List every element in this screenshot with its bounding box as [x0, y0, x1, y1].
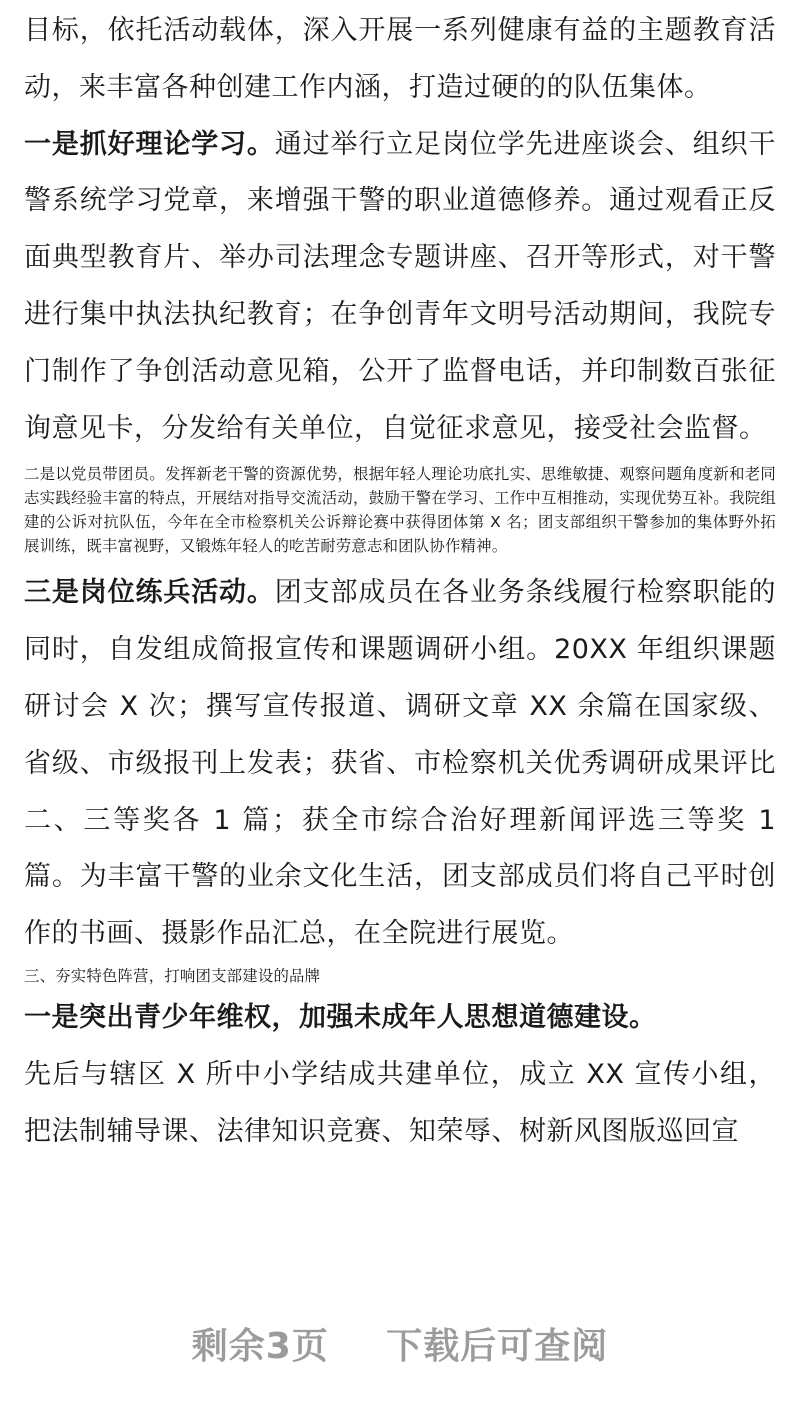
subheading-youth-rights — [24, 990, 776, 1047]
paragraph-party-members-text: 二是以党员带团员。发挥新老干警的资源优势，根据年轻人理论功底扎实、思维敏捷、观察问题角度新和老同志实践经验丰富的特点，开展结对指导交流活动，鼓励干警在学习、工作中互相推动，实现优势互补。我院组建的公诉对抗队伍，今年在全市检察机关公诉辩论赛中获得团体第 X 名；团支部组织干警参加的集体野外拓展训练，既丰富视野，又锻炼年轻人的吃苦耐劳意志和团队协作精神。 — [24, 465, 776, 556]
document-page — [24, 0, 776, 1160]
paragraph-job-training — [24, 565, 776, 963]
download-to-view-label: 下载后可查阅 — [386, 1326, 609, 1367]
paragraph-school-partnership — [24, 1047, 776, 1161]
paragraph-school-partnership-text: 先后与辖区 X 所中小学结成共建单位，成立 XX 宣传小组，把法制辅导课、法律知识竞赛、知荣辱、树新风图版巡回宣 — [24, 1058, 776, 1147]
paragraph-theory-study-text: 通过举行立足岗位学先进座谈会、组织干警系统学习党章，来增强干警的职业道德修养。通过观看正反面典型教育片、举办司法理念专题讲座、召开等形式，对干警进行集中执法执纪教育；在争创青年文明号活动期间，我院专门制作了争创活动意见箱，公开了监督电话，并印制数百张征询意见卡，分发给有关单位，自觉征求意见，接受社会监督。 — [24, 128, 777, 444]
remaining-pages-label: 剩余3页 — [191, 1326, 329, 1367]
paragraph-lead-job-training: 三是岗位练兵活动。 — [24, 577, 275, 609]
section-heading-brand-text: 三、夯实特色阵营，打响团支部建设的品牌 — [24, 966, 321, 985]
paragraph-intro-text: 目标，依托活动载体，深入开展一系列健康有益的主题教育活动，来丰富各种创建工作内涵，打造过硬的的队伍集体。 — [24, 15, 776, 103]
subheading-youth-rights-text: 一是突出青少年维权，加强未成年人思想道德建设。 — [24, 1001, 657, 1033]
paragraph-lead-theory-study: 一是抓好理论学习。 — [24, 128, 275, 160]
paragraph-intro — [24, 3, 776, 117]
section-heading-brand — [24, 964, 776, 988]
paragraph-job-training-text: 团支部成员在各业务条线履行检察职能的同时，自发组成简报宣传和课题调研小组。20XX 年组织课题研讨会 X 次；撰写宣传报道、调研文章 XX 余篇在国家级、省级、市级报刊上发表；获省、市检察机关优秀调研成果评比二、三等奖各 1 篇；获全市综合治好理新闻评选三等奖 1 篇。为丰富干警的业余文化生活，团支部成员们将自己平时创作的书画、摄影作品汇总，在全院进行展览。 — [24, 577, 777, 950]
paragraph-theory-study — [24, 117, 776, 458]
paragraph-party-members — [24, 462, 776, 558]
download-prompt[interactable] — [0, 1318, 800, 1369]
